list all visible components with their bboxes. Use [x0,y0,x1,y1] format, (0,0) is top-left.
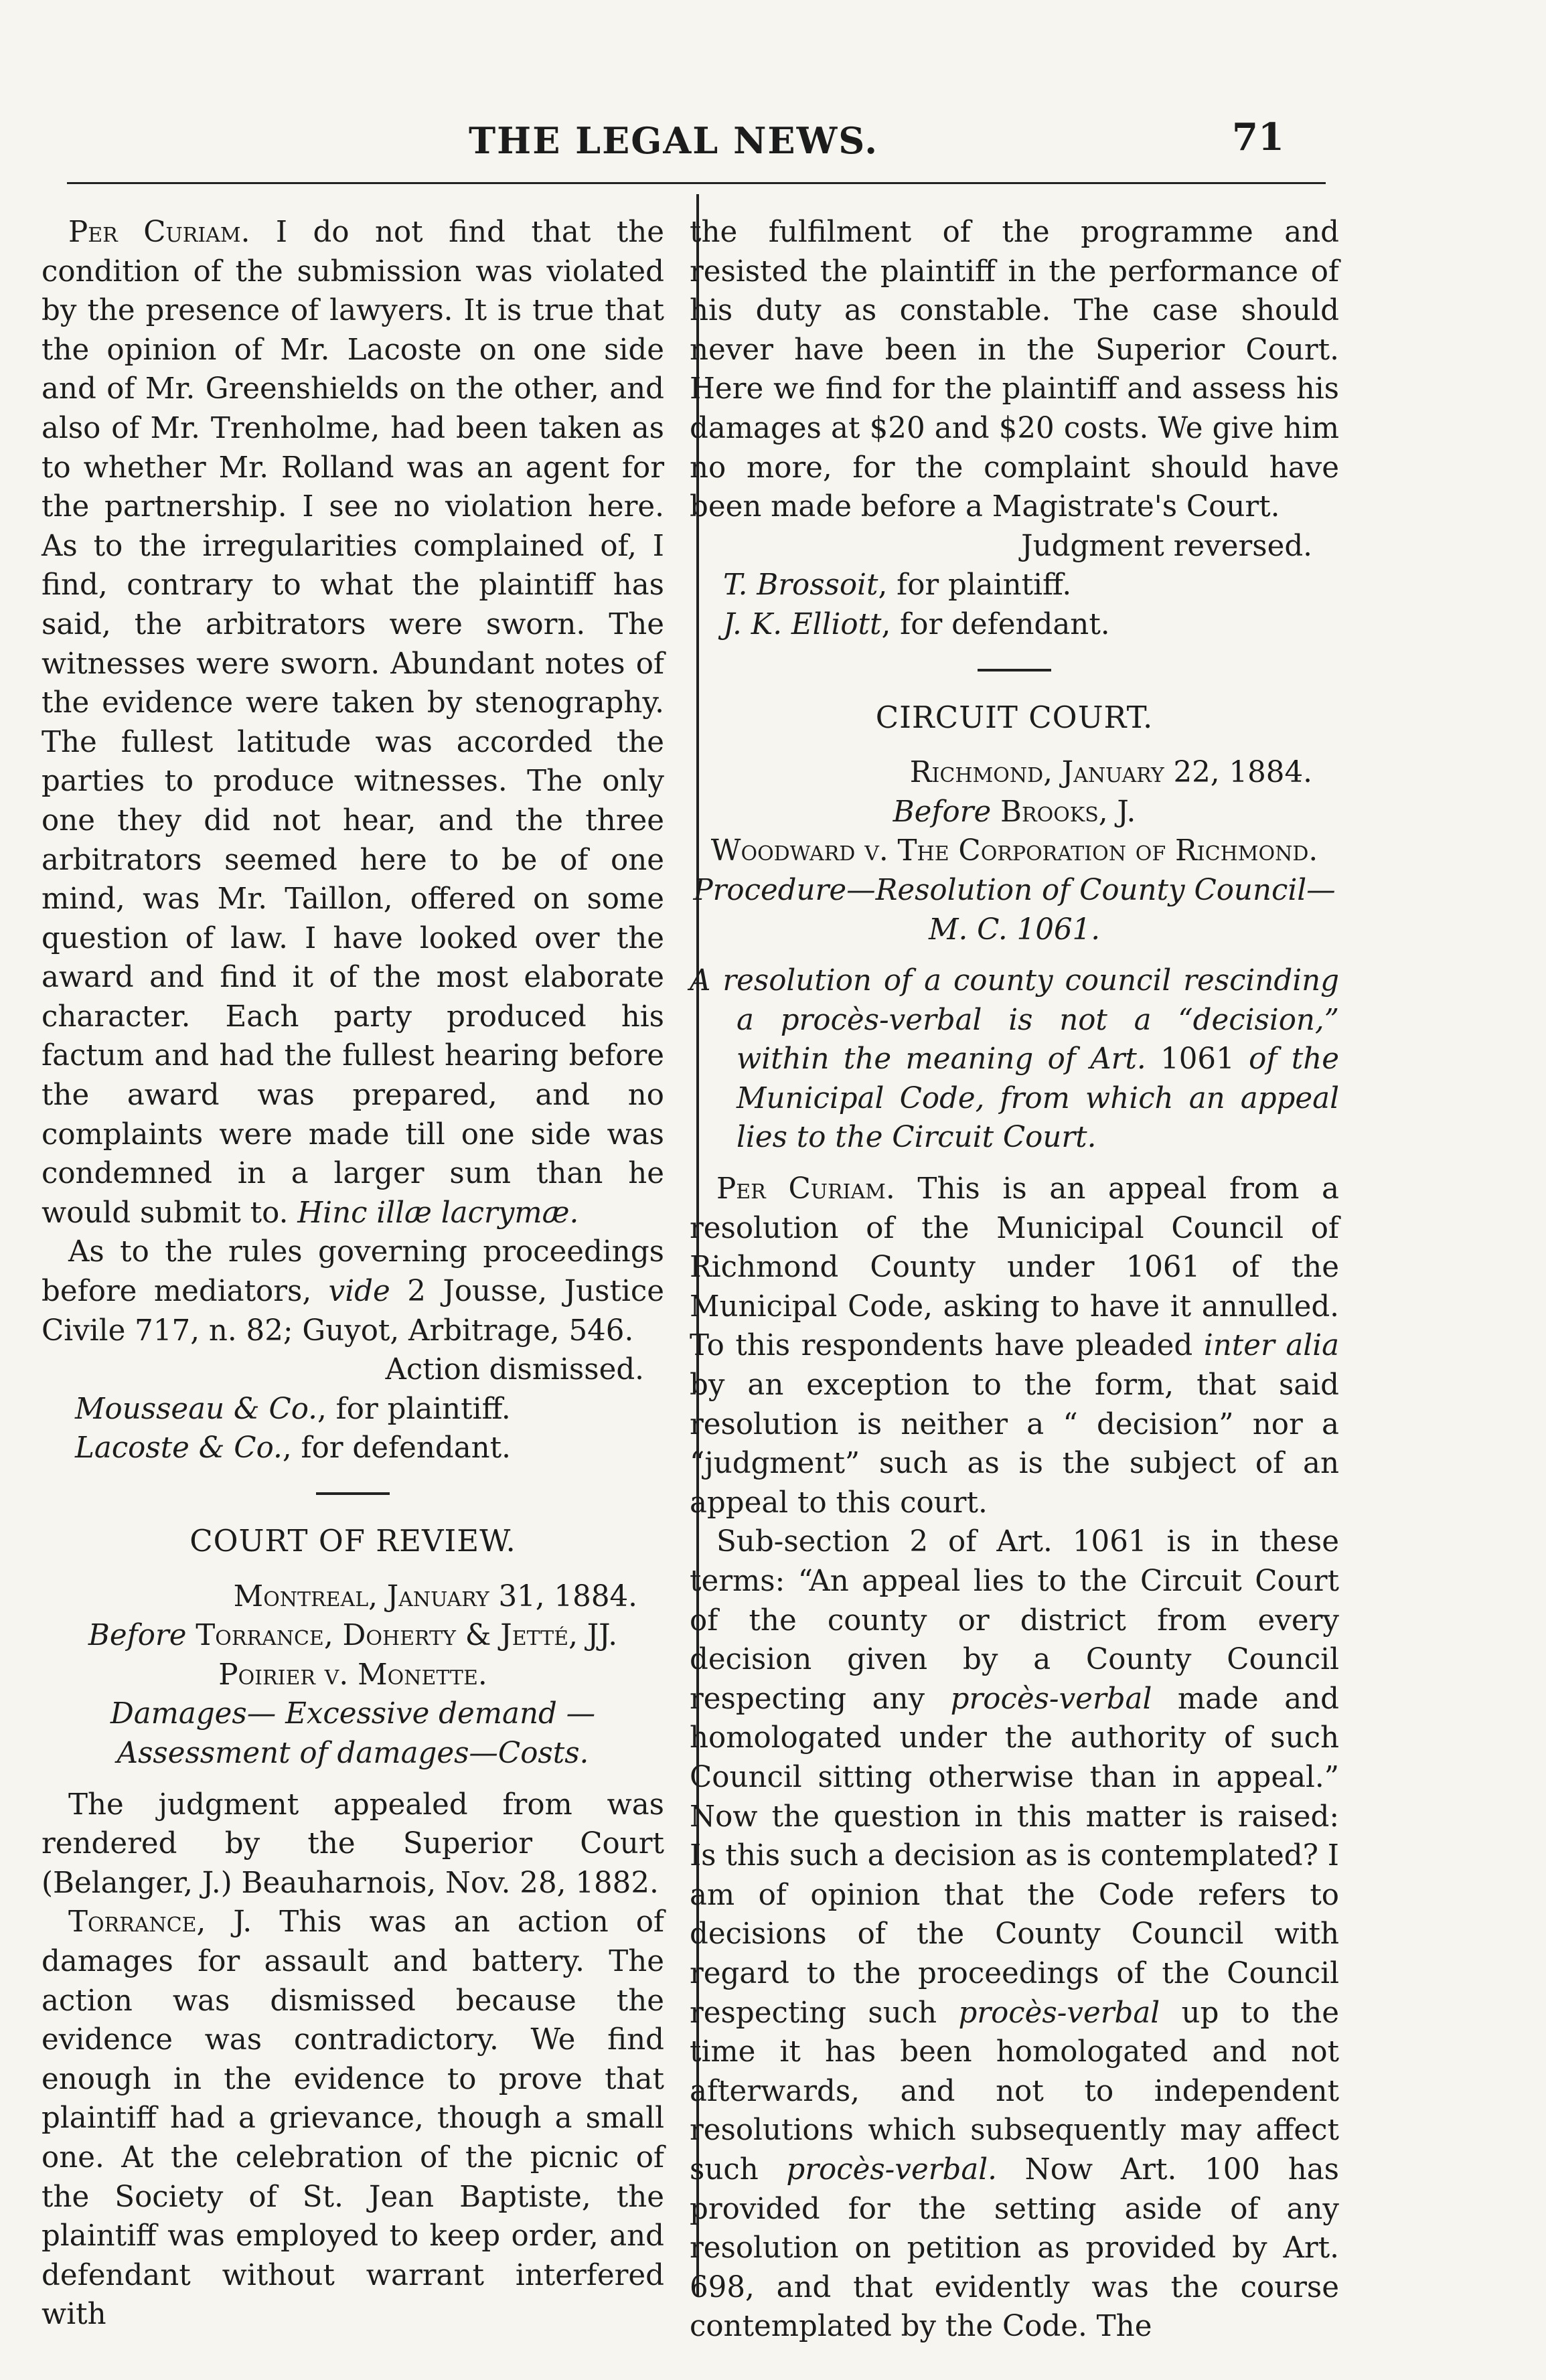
header-title: THE LEGAL NEWS. [469,119,879,162]
judges: Brooks, J. [991,795,1136,829]
court-heading: COURT OF REVIEW. [189,1523,516,1559]
paragraph-text: made and homologated under the authority of such Council sitting otherwise than in appeal.” Now the question in this matter is raised: Is this such a decision as is contemplated? I am of opinion that the Code refers to decisions of the County Council with regard to the proceedings of the Council respecting such [690,1682,1339,2030]
speaker-label: Per Curiam. [68,216,250,249]
paragraph-text: Now Art. 100 has provided for the setting aside of any resolution on petition as provided by Art. 698, and that evidently was the course contemplated by the Code. The [690,2152,1340,2344]
paragraph [42,1233,664,1350]
judges: Torrance, Doherty & Jetté, JJ. [186,1619,618,1653]
speaker-label: Per Curiam. [716,1172,895,1206]
section-divider [978,669,1051,671]
left-column [42,213,664,2334]
syllabus-text: A resolution of a county council rescinding a procès-verbal is not a “decision,” within the meaning of Art. [690,964,1339,1077]
italic-phrase: inter alia [1203,1329,1340,1363]
counsel-name: T. Brossoit [723,568,878,603]
counsel-role: , for defendant. [282,1431,511,1465]
counsel-role: , for defendant. [881,607,1110,641]
judgment-result: Judgment reversed. [1021,529,1312,563]
header-rule [67,182,1326,184]
before-word: Before [893,795,992,829]
counsel-line [690,605,1339,645]
paragraph: the fulfilment of the programme and resisted the plaintiff in the performance of his duty as constable. The case should never have been in the Superior Court. Here we find for the plaintiff and assess his damages at $20 and $20 costs. We give him no more, for the complaint should have been made before a Magistrate's Court. [690,216,1339,524]
paragraph-text: by an exception to the form, that said resolution is neither a “ decision” nor a “judgment” such as is the subject of an appeal to this court. [690,1368,1339,1520]
counsel-role: , for plaintiff. [878,568,1072,603]
court-heading: CIRCUIT COURT. [875,699,1154,735]
case-name: Poirier v. Monette. [218,1658,487,1692]
italic-word: vide [328,1275,390,1309]
headnote: Procedure—Resolution of County Council—M. C. 1061. [693,873,1336,947]
judgment-result: Action dismissed. [385,1353,644,1387]
article-number: 1061 [1146,1042,1249,1077]
before-word: Before [88,1619,187,1653]
paragraph [42,1903,664,2334]
paragraph: The judgment appealed from was rendered by the Superior Court (Belanger, J.) Beauharnois, Nov. 28, 1882. [42,1788,664,1900]
section-divider [316,1492,390,1495]
counsel-name: Mousseau & Co. [75,1392,317,1426]
place-date: Richmond, January 22, 1884. [909,756,1312,790]
italic-phrase: procès-verbal. [786,2152,997,2187]
counsel-name: J. K. Elliott [723,607,882,641]
headnote: Damages— Excessive demand — Assessment of damages—Costs. [110,1697,596,1770]
italic-phrase: procès-verbal [958,1996,1160,2030]
judges-line [42,1616,664,1656]
right-column [690,213,1339,2347]
paragraph-text: This was an action of damages for assault and battery. The action was dismissed because the evidence was contradictory. We find enough in the evidence to prove that plaintiff had a grievance, though a small one. At the celebration of the picnic of the Society of St. Jean Baptiste, the plaintiff was employed to keep order, and defendant without warrant interfered with [42,1905,664,2332]
page-number: 71 [1232,115,1284,159]
paragraph [690,1170,1339,1522]
paragraph-text: This is an appeal from a resolution of the Municipal Council of Richmond County under 1061 of the Municipal Code, asking to have it annulled. To this respondents have pleaded [690,1172,1339,1363]
syllabus [690,961,1339,1158]
italic-phrase: procès-verbal [950,1682,1152,1716]
paragraph [42,213,664,1233]
judges-line [690,793,1339,832]
counsel-line [690,566,1339,605]
speaker-label: Torrance, J. [68,1905,252,1939]
latin-phrase: Hinc illæ lacrymæ. [297,1196,579,1230]
counsel-name: Lacoste & Co. [75,1431,283,1465]
paragraph-text: 2 Jousse, Justice Civile 717, n. 82; Guyot, Arbitrage, 546. [42,1275,664,1348]
counsel-role: , for plaintiff. [317,1392,511,1426]
counsel-line [42,1429,664,1468]
paragraph-text: As to the rules governing proceedings before mediators, [42,1235,664,1309]
paragraph-text: up to the time it has been homologated and not afterwards, and not to independent resolutions which subsequently may affect such [690,1996,1339,2187]
case-name: Woodward v. The Corporation of Richmond. [710,834,1318,868]
place-date: Montreal, January 31, 1884. [233,1579,637,1613]
paragraph [690,1522,1339,2346]
syllabus-text: of the Municipal Code, from which an appeal lies to the Circuit Court. [737,1042,1339,1155]
paragraph-text: Sub-section 2 of Art. 1061 is in these terms: “An appeal lies to the Circuit Court of the county or district from every decision given by a County Council respecting any [690,1525,1339,1716]
counsel-line [42,1390,664,1429]
paragraph-text: I do not find that the condition of the submission was violated by the presence of lawyers. It is true that the opinion of Mr. Lacoste on one side and of Mr. Greenshields on the other, and also of Mr. Trenholme, had been taken as to whether Mr. Rolland was an agent for the partnership. I see no violation here. As to the irregularities complained of, I find, contrary to what the plaintiff has said, the arbitrators were sworn. The witnesses were sworn. Abundant notes of the evidence were taken by stenography. The fullest latitude was accorded the parties to produce witnesses. The only one they did not hear, and the three arbitrators seemed here to be of one mind, was Mr. Taillon, offered on some question of law. I have looked over the award and find it of the most elaborate character. Each party produced his factum and had the fullest hearing before the award was prepared, and no complaints were made till one side was condemned in a larger sum than he would submit to. [42,216,664,1230]
